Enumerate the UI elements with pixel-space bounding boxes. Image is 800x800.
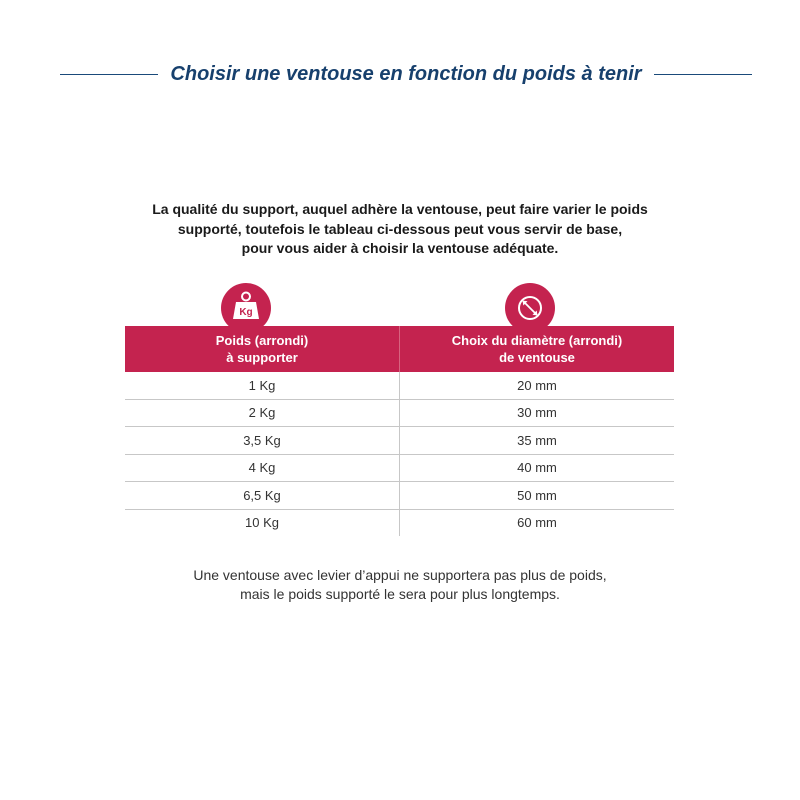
footnote <box>100 566 700 604</box>
footnote-line: mais le poids supporté le sera pour plus longtemps. <box>240 586 560 602</box>
column-header-diameter <box>400 326 675 372</box>
diameter-cell: 50 mm <box>400 482 675 510</box>
table-row <box>125 482 674 510</box>
weight-cell: 10 Kg <box>125 509 400 536</box>
diameter-cell: 35 mm <box>400 427 675 455</box>
page-title: Choisir une ventouse en fonction du poids à tenir <box>170 62 642 85</box>
table-header-row <box>125 326 674 372</box>
diameter-cell: 20 mm <box>400 372 675 399</box>
weight-cell: 2 Kg <box>125 399 400 427</box>
column-header-line: de ventouse <box>499 350 575 365</box>
table-row <box>125 427 674 455</box>
weight-cell: 4 Kg <box>125 454 400 482</box>
intro-line: La qualité du support, auquel adhère la ventouse, peut faire varier le poids <box>152 201 648 217</box>
title-rule-left <box>60 74 158 75</box>
diameter-cell: 30 mm <box>400 399 675 427</box>
intro-line: pour vous aider à choisir la ventouse adéquate. <box>241 240 559 256</box>
weight-cell: 6,5 Kg <box>125 482 400 510</box>
table-row <box>125 454 674 482</box>
diameter-cell: 40 mm <box>400 454 675 482</box>
table-row <box>125 509 674 536</box>
column-header-line: à supporter <box>226 350 298 365</box>
intro-paragraph <box>100 200 700 259</box>
weight-cell: 3,5 Kg <box>125 427 400 455</box>
weight-diameter-table <box>125 326 674 536</box>
page-header <box>60 58 752 90</box>
weight-cell: 1 Kg <box>125 372 400 399</box>
column-header-line: Choix du diamètre (arrondi) <box>451 333 623 348</box>
intro-line: supporté, toutefois le tableau ci-dessous peut vous servir de base, <box>177 220 623 237</box>
table-row <box>125 399 674 427</box>
title-rule-right <box>654 74 752 75</box>
svg-text:Kg: Kg <box>239 307 253 318</box>
diameter-cell: 60 mm <box>517 515 557 531</box>
column-header-weight <box>125 326 400 372</box>
footnote-line: Une ventouse avec levier d’appui ne supportera pas plus de poids, <box>193 567 607 583</box>
column-header-line: Poids (arrondi) <box>215 333 309 348</box>
table-row <box>125 372 674 399</box>
